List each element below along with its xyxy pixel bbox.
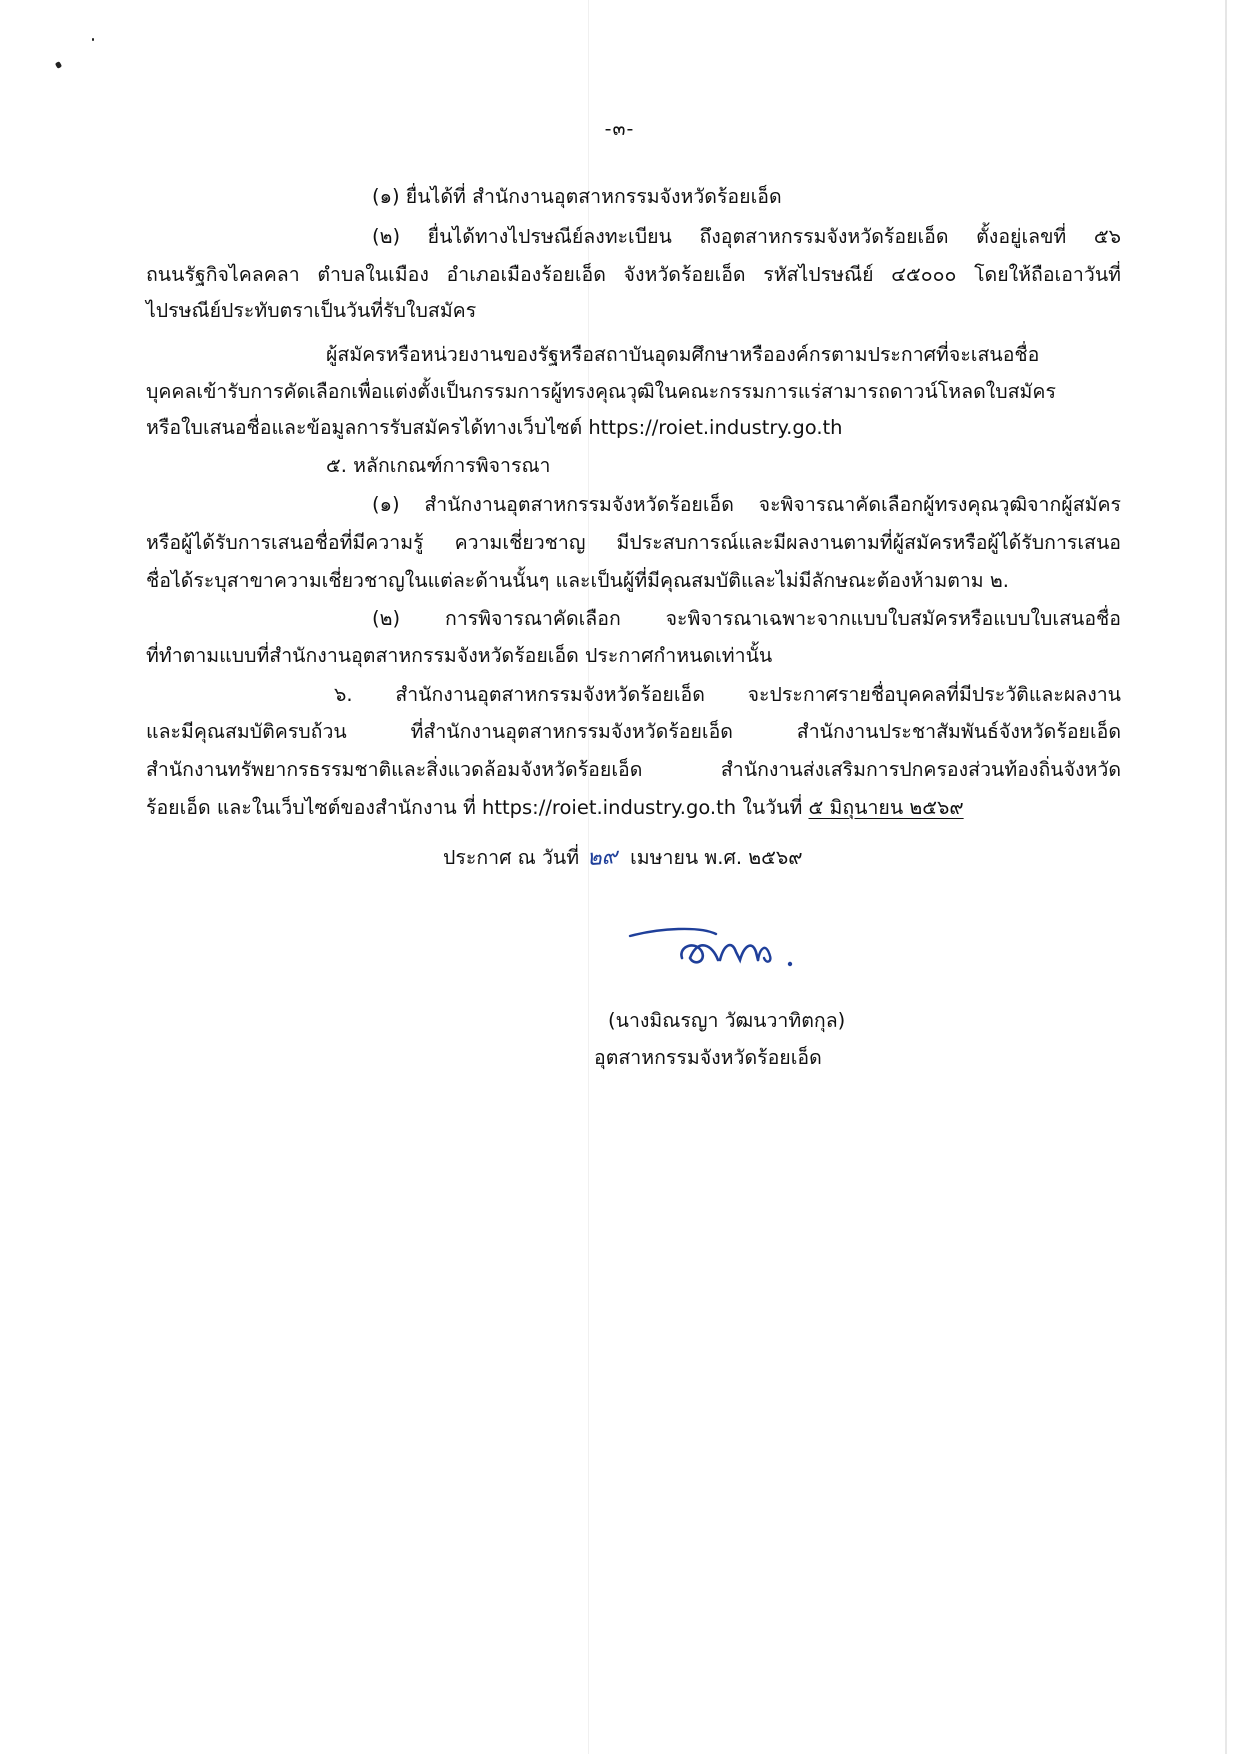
announcement-date-line <box>443 843 803 873</box>
section-6-line-1: ๖. สำนักงานอุตสาหกรรมจังหวัดร้อยเอ็ด จะประกาศรายชื่อบุคคลที่มีประวัติและผลงาน <box>334 683 1121 706</box>
channel-item-2-line-2: ถนนรัฐกิจไคลคลา ตำบลในเมือง อำเภอเมืองร้อยเอ็ด จังหวัดร้อยเอ็ด รหัสไปรษณีย์ ๔๕๐๐๐ โดยให้ถือเอาวันที่ <box>146 263 1121 286</box>
signatory-name: (นางมิณรญา วัฒนวาทิตกุล) <box>608 1009 846 1032</box>
channel-item-1: (๑) ยื่นได้ที่ สำนักงานอุตสาหกรรมจังหวัดร้อยเอ็ด <box>372 185 782 208</box>
download-paragraph-line-2: บุคคลเข้ารับการคัดเลือกเพื่อแต่งตั้งเป็นกรรมการผู้ทรงคุณวุฒิในคณะกรรมการแร่สามารถดาวน์โหลดใบสมัคร <box>146 380 1056 403</box>
criteria-item-2-line-2: ที่ทำตามแบบที่สำนักงานอุตสาหกรรมจังหวัดร้อยเอ็ด ประกาศกำหนดเท่านั้น <box>146 644 773 667</box>
announcement-suffix: เมษายน พ.ศ. ๒๕๖๙ <box>630 846 803 869</box>
channel-item-2-line-3: ไปรษณีย์ประทับตราเป็นวันที่รับใบสมัคร <box>146 299 477 322</box>
announcement-prefix: ประกาศ ณ วันที่ <box>443 846 580 869</box>
download-paragraph-line-1: ผู้สมัครหรือหน่วยงานของรัฐหรือสถาบันอุดมศึกษาหรือองค์กรตามประกาศที่จะเสนอชื่อ <box>326 343 1040 366</box>
criteria-item-1-line-2: หรือผู้ได้รับการเสนอชื่อที่มีความรู้ ความเชี่ยวชาญ มีประสบการณ์และมีผลงานตามที่ผู้สมัครหรือผู้ได้รับการเสนอ <box>146 531 1121 554</box>
publication-date: ๕ มิถุนายน ๒๕๖๙ <box>808 796 964 819</box>
criteria-item-1-line-3: ชื่อได้ระบุสาขาความเชี่ยวชาญในแต่ละด้านนั้นๆ และเป็นผู้ที่มีคุณสมบัติและไม่มีลักษณะต้องห้ามตาม ๒. <box>146 569 1009 592</box>
page-number: -๓- <box>604 118 635 140</box>
scan-speck <box>92 38 94 41</box>
handwritten-day: ๒๙ <box>586 844 619 872</box>
section-6-line-4-text: ร้อยเอ็ด และในเว็บไซต์ของสำนักงาน ที่ https://roiet.industry.go.th ในวันที่ <box>146 796 809 819</box>
section-6-line-4 <box>146 793 964 823</box>
section-5-heading: ๕. หลักเกณฑ์การพิจารณา <box>326 454 551 477</box>
scan-edge <box>1225 0 1227 1754</box>
handwritten-signature <box>620 918 810 982</box>
section-6-line-2: และมีคุณสมบัติครบถ้วน ที่สำนักงานอุตสาหกรรมจังหวัดร้อยเอ็ด สำนักงานประชาสัมพันธ์จังหวัดร้อยเอ็ด <box>146 720 1121 743</box>
signatory-title: อุตสาหกรรมจังหวัดร้อยเอ็ด <box>594 1046 822 1069</box>
section-6-line-3: สำนักงานทรัพยากรธรรมชาติและสิ่งแวดล้อมจังหวัดร้อยเอ็ด สำนักงานส่งเสริมการปกครองส่วนท้องถิ่นจังหวัด <box>146 758 1121 781</box>
criteria-item-1-line-1: (๑) สำนักงานอุตสาหกรรมจังหวัดร้อยเอ็ด จะพิจารณาคัดเลือกผู้ทรงคุณวุฒิจากผู้สมัคร <box>372 493 1121 516</box>
download-paragraph-line-3: หรือใบเสนอชื่อและข้อมูลการรับสมัครได้ทางเว็บไซต์ https://roiet.industry.go.th <box>146 416 843 439</box>
channel-item-2-line-1: (๒) ยื่นได้ทางไปรษณีย์ลงทะเบียน ถึงอุตสาหกรรมจังหวัดร้อยเอ็ด ตั้งอยู่เลขที่ ๕๖ <box>372 225 1121 248</box>
scan-speck <box>55 61 62 69</box>
criteria-item-2-line-1: (๒) การพิจารณาคัดเลือก จะพิจารณาเฉพาะจากแบบใบสมัครหรือแบบใบเสนอชื่อ <box>372 607 1121 630</box>
